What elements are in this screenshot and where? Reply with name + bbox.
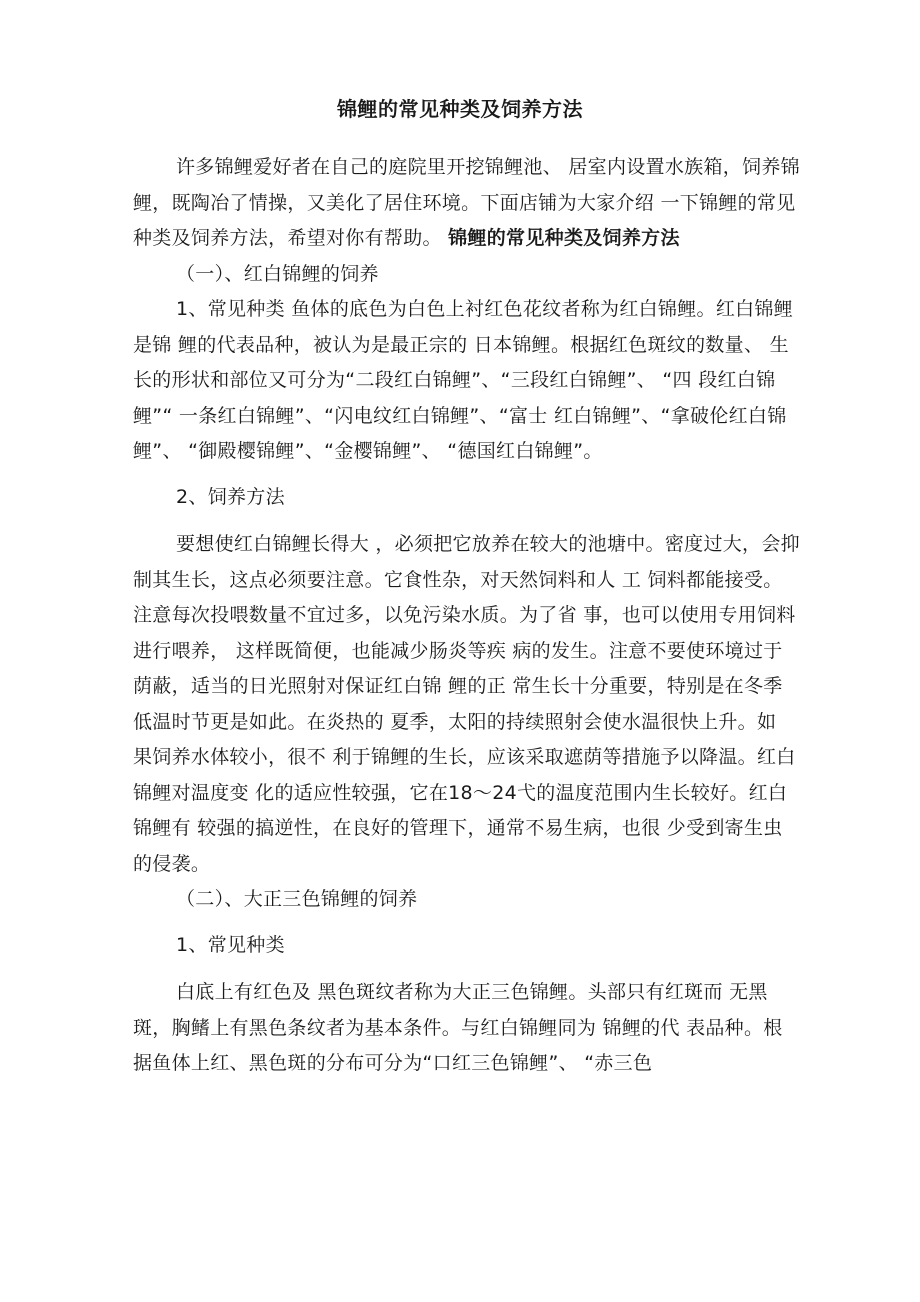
- section1-item2-paragraph: 要想使红白锦鲤长得大 ，必须把它放养在较大的池塘中。密度过大，会抑制其生长，这点必须要注意。它食性杂，对天然饲料和人 工 饲料都能接受。注意每次投喂数量不宜过多，以免污染水质。为了省 事，也可以使用专用饲料进行喂养， 这样既简便，也能减少肠炎等疾 病的发生。注意不要使环境过于荫蔽，适当的日光照射对保证红白锦 鲤的正 常生长十分重要，特别是在冬季低温时节更是如此。在炎热的 夏季，太阳的持续照射会使水温很快上升。如 果饲养水体较小，很不 利于锦鲤的生长，应该采取遮荫等措施予以降温。红白锦鲤对温度变 化的适应性较强，它在18〜24弋的温度范围内生长较好。红白锦鲤有 较强的搞逆性，在良好的管理下，通常不易生病，也很 少受到寄生虫 的侵袭。: [133, 533, 800, 875]
- section1-heading: （一）、红白锦鲤的饲养: [176, 262, 379, 285]
- section2-item1-paragraph: 白底上有红色及 黑色斑纹者称为大正三色锦鲤。头部只有红斑而 无黑斑，胸鳍上有黑色条纹者为基本条件。与红白锦鲤同为 锦鲤的代 表品种。根据鱼体上红、黑色斑的分布可分为“口红三色锦鲤”、 “赤三色: [133, 981, 783, 1074]
- document-body: [133, 150, 801, 1082]
- section2-heading: （二）、大正三色锦鲤的饲养: [176, 888, 418, 910]
- section1-item1-paragraph: 1、常见种类 鱼体的底色为白色上衬红色花纹者称为红白锦鲤。红白锦鲤是锦 鲤的代表品种，被认为是最正宗的 日本锦鲤。根据红色斑纹的数量、 生长的形状和部位又可分为“二段红白锦鲤”、“三段红白锦鲤”、 “四 段红白锦鲤”“ 一条红白锦鲤”、“闪电纹红白锦鲤”、“富士 红白锦鲤”、“拿破伦红白锦鲤”、 “御殿樱锦鲤”、“金樱锦鲤”、 “德国红白锦鲤”。: [133, 298, 794, 462]
- intro-paragraph: [133, 150, 801, 257]
- section2-item1-heading: 1、常见种类: [176, 933, 285, 956]
- section1-item2-heading: 2、饲养方法: [176, 485, 285, 508]
- intro-text: 许多锦鲤爱好者在自己的庭院里开挖锦鲤池、 居室内设置水族箱，饲养锦鲤，既陶冶了情操，又美化了居住环境。下面店铺为大家介绍 一下锦鲤的常见种类及饲养方法，希望对你有帮助。: [133, 156, 800, 249]
- intro-bold-heading: 锦鲤的常见种类及饲养方法: [448, 227, 680, 249]
- page-title: 锦鲤的常见种类及饲养方法: [337, 97, 583, 121]
